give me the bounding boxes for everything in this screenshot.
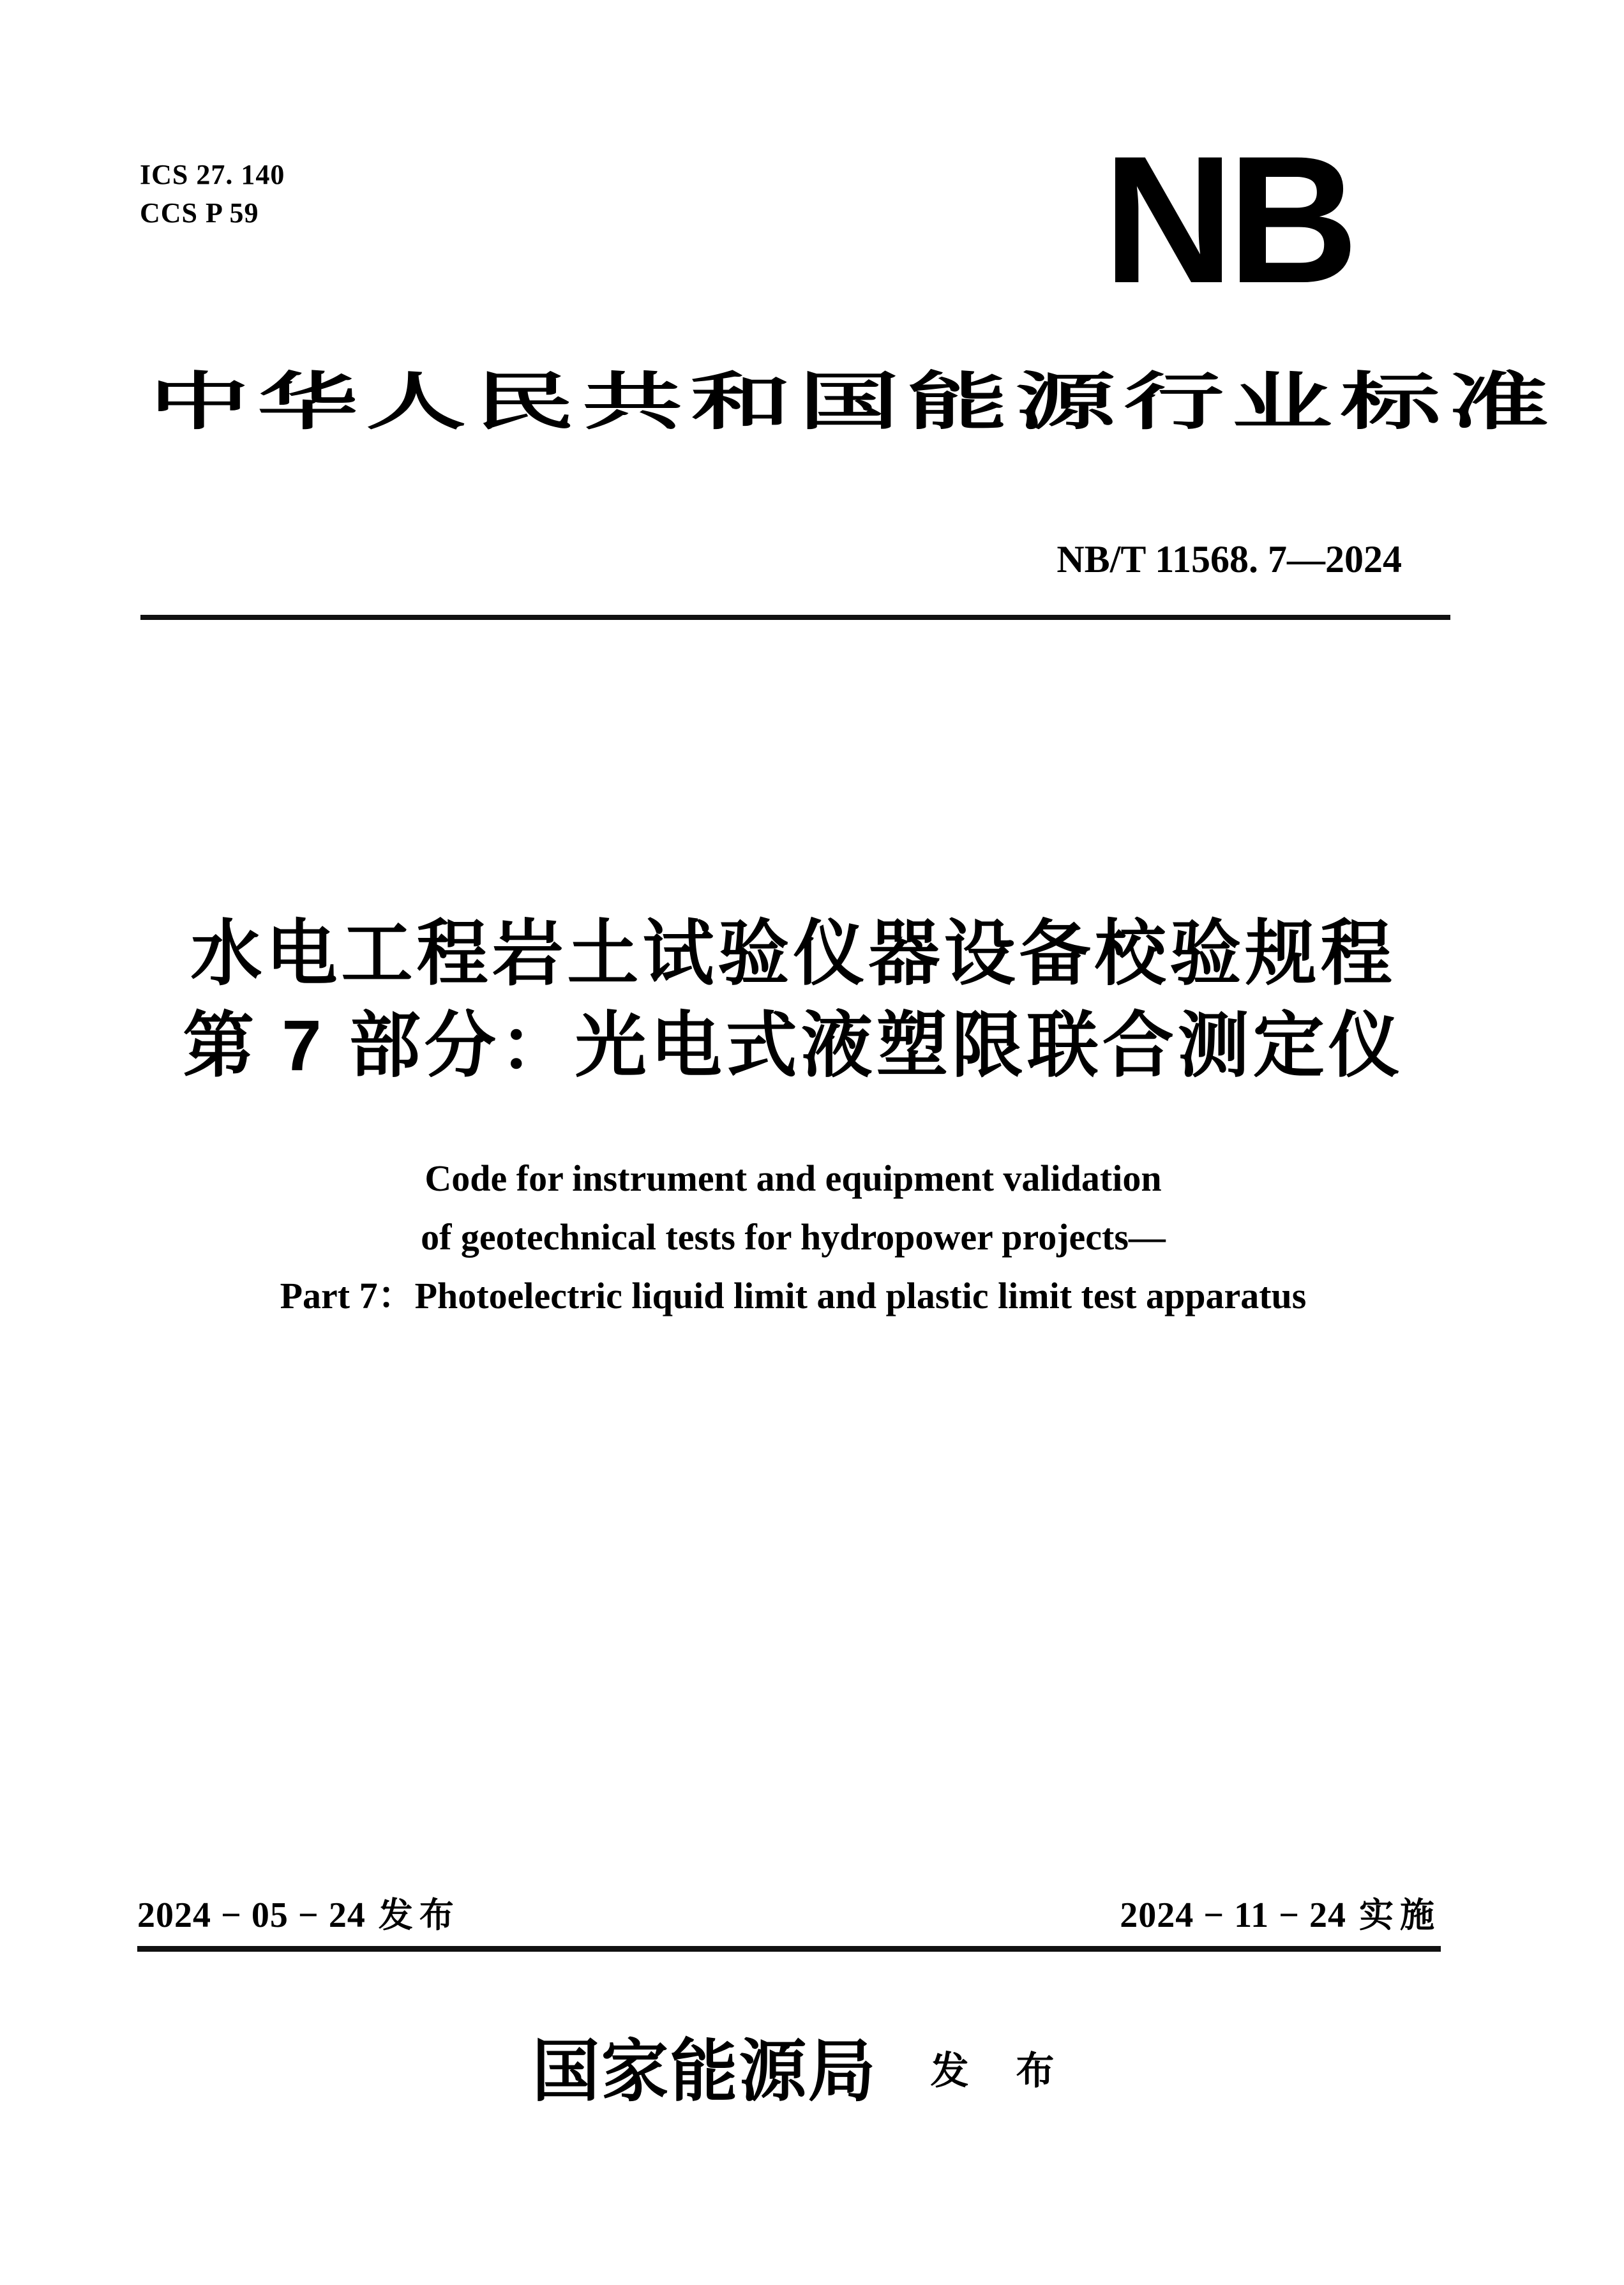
title-cn-line1: 水电工程岩土试验仪器设备校验规程 [190, 914, 1396, 993]
title-cn-line2: 第 7 部分：光电式液塑限联合测定仪 [183, 1006, 1404, 1085]
standard-name-cn: 中华人民共和国能源行业标准 [149, 368, 1557, 437]
nb-logo: NB [1103, 119, 1353, 321]
ccs-code: CCS P 59 [140, 197, 259, 229]
publish-action-label: 发布 [930, 2049, 1102, 2092]
implement-label: 实施 [1359, 1896, 1441, 1934]
title-en-line3: Part 7：Photoelectric liquid limit and plastic limit test apparatus [280, 1275, 1307, 1316]
classification-codes [140, 156, 285, 232]
implement-date-group [1120, 1897, 1441, 1933]
dates-row [137, 1897, 1441, 1933]
issue-date: 2024 − 05 − 24 [137, 1896, 366, 1935]
publisher-name: 国家能源局 [532, 2035, 877, 2109]
title-en-line1: Code for instrument and equipment validation [425, 1158, 1162, 1199]
title-en-line2: of geotechnical tests for hydropower projects— [421, 1216, 1166, 1258]
publisher-row [137, 2035, 1449, 2109]
issue-date-group [137, 1897, 460, 1933]
issue-label: 发布 [378, 1896, 460, 1934]
footer-divider-rule [137, 1946, 1441, 1952]
header-divider-rule [140, 615, 1450, 620]
implement-date: 2024 − 11 − 24 [1120, 1896, 1346, 1935]
ics-code: ICS 27. 140 [140, 159, 285, 190]
standard-number: NB/T 11568. 7—2024 [1056, 538, 1402, 580]
title-en [137, 1149, 1449, 1325]
